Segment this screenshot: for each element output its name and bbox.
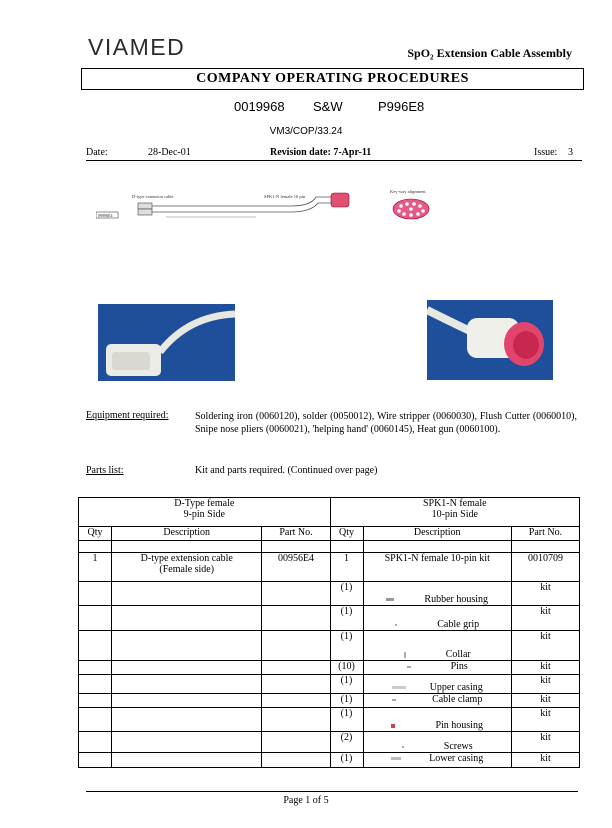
- diagram-label-a: D-type extension cable: [132, 194, 174, 199]
- table-row: (10) Pins kit: [79, 661, 580, 675]
- col-qty: Qty: [79, 527, 112, 541]
- date-row: [86, 147, 582, 161]
- cable-diagram: [96, 185, 496, 235]
- col-part-no: Part No.: [262, 527, 330, 541]
- table-row: (1) Collar kit: [79, 631, 580, 661]
- pin-housing-thumbnail: [391, 724, 395, 728]
- screws-thumbnail: [402, 746, 404, 748]
- table-row: (1) Cable grip kit: [79, 606, 580, 631]
- cable-grip-thumbnail: [395, 624, 397, 626]
- supplier-code: S&W: [313, 99, 343, 114]
- parts-table: [78, 497, 580, 768]
- product-code: 0019968: [234, 99, 285, 114]
- table-row: 1 D-type extension cable (Female side) 00956E4 1 SPK1-N female 10-pin kit 0010709: [79, 553, 580, 582]
- upper-casing-thumbnail: [392, 686, 406, 689]
- table-row: (1) Cable clamp kit: [79, 694, 580, 708]
- part-code: P996E8: [378, 99, 425, 114]
- pins-thumbnail: [407, 666, 411, 668]
- cable-clamp-thumbnail: [392, 699, 396, 701]
- table-row: (1) Lower casing kit: [79, 753, 580, 768]
- diagram-label-b: SPK1-N female 10 pin: [264, 194, 306, 199]
- issue-label: Issue:: [534, 147, 558, 158]
- collar-thumbnail: [404, 652, 406, 658]
- col-part-no: Part No.: [511, 527, 579, 541]
- parts-text: Kit and parts required. (Continued over page): [195, 465, 378, 476]
- date-value: 28-Dec-01: [148, 147, 191, 158]
- d-type-connector-photo: [98, 304, 235, 381]
- col-description: Description: [111, 527, 262, 541]
- company-logo: VIAMED: [88, 34, 186, 60]
- equipment-text: Soldering iron (0060120), solder (0050012), Wire stripper (0060030), Flush Cutter (0060010), Snipe nose pliers (0060021), 'helping hand' (0060145), Heat gun (0060100).: [195, 411, 577, 435]
- document-reference: VM3/COP/33.24: [269, 126, 343, 137]
- lower-casing-thumbnail: [391, 757, 401, 760]
- table-row: (1) Rubber housing kit: [79, 582, 580, 606]
- footer-divider: [86, 791, 578, 792]
- col-qty: Qty: [330, 527, 363, 541]
- page-number: Page 1 of 5: [283, 795, 329, 806]
- parts-label: Parts list:: [86, 465, 124, 476]
- diagram-label-c: Key-way alignment: [390, 189, 426, 194]
- spk1-n-connector-photo: [427, 300, 553, 380]
- diagram-label-left: 09996E4: [98, 213, 113, 218]
- table-row: (2) Screws kit: [79, 732, 580, 753]
- date-label: Date:: [86, 147, 108, 158]
- issue-value: 3: [568, 147, 573, 158]
- equipment-label: Equipment required:: [86, 410, 169, 421]
- table-row: (1) Upper casing kit: [79, 675, 580, 694]
- rubber-housing-thumbnail: [386, 598, 394, 601]
- right-side-heading: SPK1-N female 10-pin Side: [330, 498, 579, 527]
- revision-date: Revision date: 7-Apr-11: [270, 147, 372, 158]
- procedures-banner: COMPANY OPERATING PROCEDURES: [81, 68, 584, 90]
- document-title: SpO₂ Extension Cable Assembly: [407, 46, 572, 60]
- col-description: Description: [363, 527, 511, 541]
- left-side-heading: D-Type female 9-pin Side: [79, 498, 331, 527]
- table-row: (1) Pin housing kit: [79, 708, 580, 732]
